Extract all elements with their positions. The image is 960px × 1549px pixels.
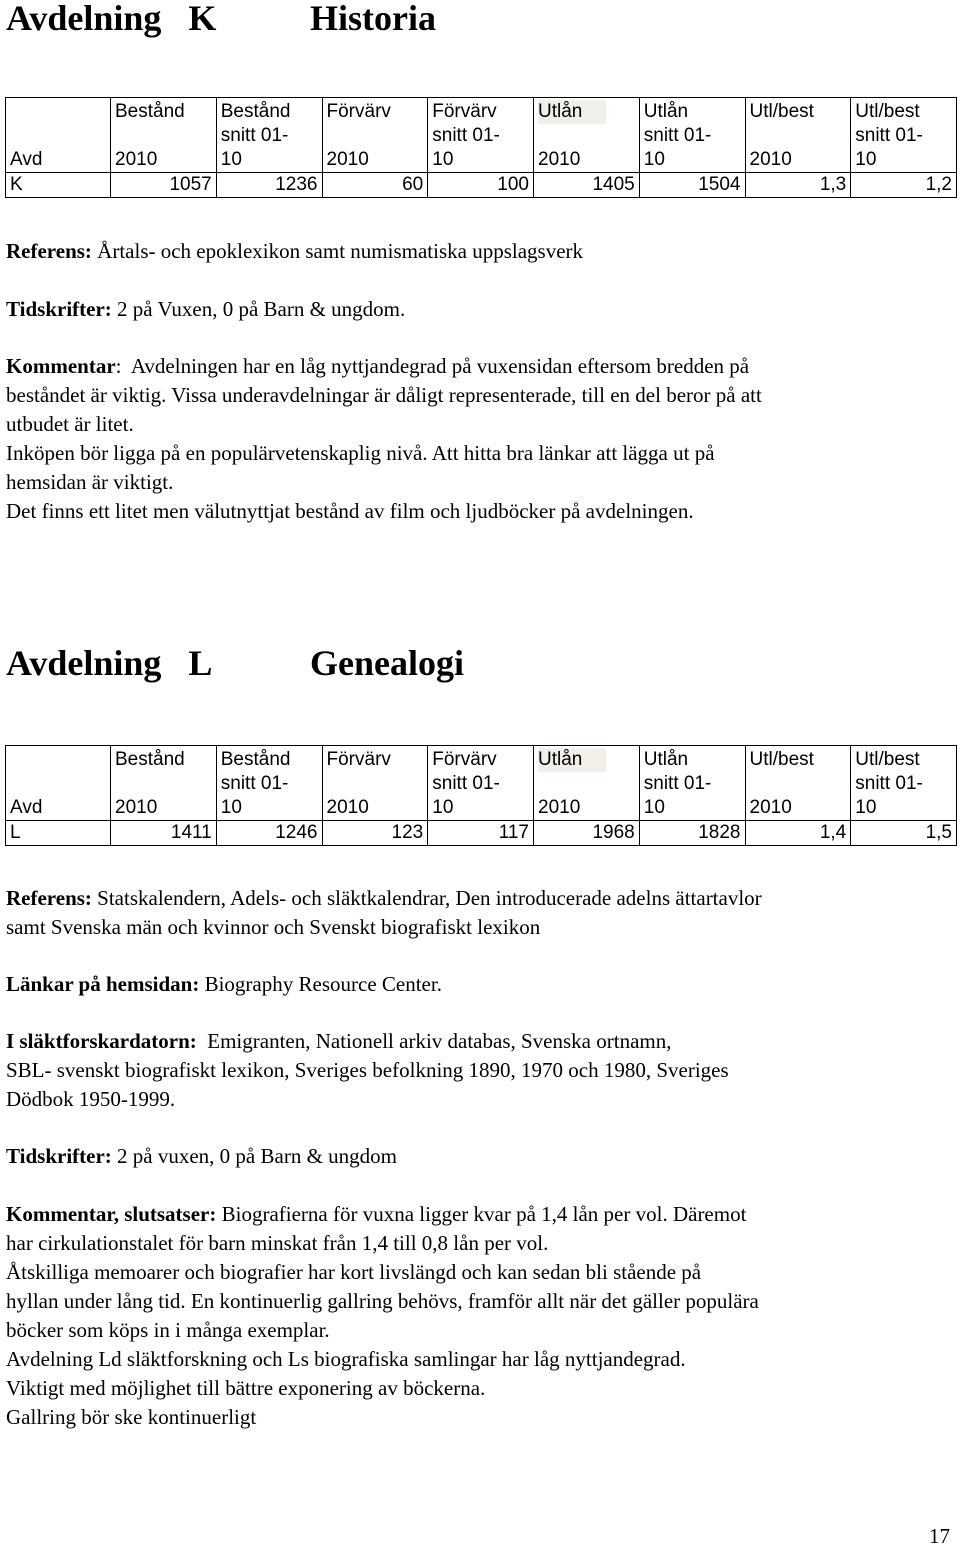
header-cell: Utlån 2010 — [534, 746, 640, 821]
header-cell: Utlån snitt 01- 10 — [639, 98, 745, 173]
referens-line: samt Svenska män och kvinnor och Svenskt biografiskt lexikon — [6, 915, 541, 939]
table-cell: 1968 — [534, 821, 640, 846]
tidskrifter-label: Tidskrifter: — [6, 297, 112, 321]
table-cell: 1504 — [639, 173, 745, 198]
kommentar-label: Kommentar, slutsatser: — [6, 1202, 217, 1226]
table-cell: 117 — [428, 821, 534, 846]
table-cell: 60 — [322, 173, 428, 198]
tidskrifter-label: Tidskrifter: — [6, 1144, 112, 1168]
slakt-line: SBL- svenskt biografiskt lexikon, Sveriges befolkning 1890, 1970 och 1980, Sveriges — [6, 1058, 729, 1082]
table-cell: 1236 — [216, 173, 322, 198]
section-k-heading-name: Historia — [310, 0, 436, 38]
header-cell: Utlån snitt 01- 10 — [639, 746, 745, 821]
table-cell: 1057 — [111, 173, 217, 198]
table-cell: K — [6, 173, 111, 198]
section-l-tidskrifter — [6, 1142, 946, 1171]
referens-label: Referens: — [6, 239, 92, 263]
section-l-heading — [6, 643, 464, 683]
table-cell: 1246 — [216, 821, 322, 846]
section-k-heading — [6, 0, 436, 38]
tidskrifter-text: 2 på Vuxen, 0 på Barn & ungdom. — [117, 297, 406, 321]
lankar-text: Biography Resource Center. — [199, 972, 442, 996]
kommentar-line: Åtskilliga memoarer och biografier har kort livslängd och kan sedan bli stående på — [6, 1260, 702, 1284]
kommentar-line: Inköpen bör ligga på en populärvetenskaplig nivå. Att hitta bra länkar att lägga ut på — [6, 441, 715, 465]
header-cell: Förvärv 2010 — [322, 98, 428, 173]
tidskrifter-text: 2 på vuxen, 0 på Barn & ungdom — [111, 1144, 397, 1168]
table-row — [6, 821, 957, 846]
section-l-referens — [6, 884, 946, 942]
section-l-heading-avd: Avdelning L — [6, 643, 213, 683]
header-cell: Förvärv snitt 01- 10 — [428, 98, 534, 173]
header-cell: Bestånd snitt 01- 10 — [216, 98, 322, 173]
kommentar-line: : Avdelningen har en låg nyttjandegrad på vuxensidan eftersom bredden på — [115, 354, 750, 378]
table-cell: 1,3 — [745, 173, 851, 198]
section-k-referens — [6, 237, 946, 266]
header-cell: Utl/best snitt 01- 10 — [851, 746, 957, 821]
table-cell: 1405 — [534, 173, 640, 198]
table-header-row — [6, 746, 957, 821]
table-cell: 1,4 — [745, 821, 851, 846]
kommentar-line: Det finns ett litet men välutnyttjat bestånd av film och ljudböcker på avdelningen. — [6, 499, 694, 523]
kommentar-label: Kommentar — [6, 354, 116, 378]
table-cell: 1828 — [639, 821, 745, 846]
kommentar-line: utbudet är litet. — [6, 412, 134, 436]
kommentar-line: hemsidan är viktigt. — [6, 470, 174, 494]
table-cell: 1411 — [111, 821, 217, 846]
header-cell: Förvärv snitt 01- 10 — [428, 746, 534, 821]
header-cell: Bestånd 2010 — [111, 98, 217, 173]
slakt-line: Emigranten, Nationell arkiv databas, Svenska ortnamn, — [196, 1029, 672, 1053]
kommentar-line: beståndet är viktig. Vissa underavdelningar är dåligt representerade, till en del beror på att — [6, 383, 762, 407]
referens-label: Referens: — [6, 886, 92, 910]
header-cell: Utl/best snitt 01- 10 — [851, 98, 957, 173]
page-number: 17 — [929, 1524, 950, 1548]
slakt-label: I släktforskardatorn: — [6, 1029, 197, 1053]
kommentar-line: Avdelning Ld släktforskning och Ls biografiska samlingar har låg nyttjandegrad. — [6, 1347, 686, 1371]
section-k-tidskrifter — [6, 295, 946, 324]
kommentar-line: har cirkulationstalet för barn minskat från 1,4 till 0,8 lån per vol. — [6, 1231, 549, 1255]
header-cell: Bestånd snitt 01- 10 — [216, 746, 322, 821]
kommentar-line: Biografierna för vuxna ligger kvar på 1,4 lån per vol. Däremot — [216, 1202, 747, 1226]
header-cell: Förvärv 2010 — [322, 746, 428, 821]
section-l-slaktforskardatorn — [6, 1027, 946, 1114]
table-cell: 123 — [322, 821, 428, 846]
kommentar-line: böcker som köps in i många exemplar. — [6, 1318, 330, 1342]
section-l-kommentar — [6, 1200, 946, 1432]
table-cell: 100 — [428, 173, 534, 198]
referens-text: Årtals- och epoklexikon samt numismatiska uppslagsverk — [97, 239, 584, 263]
section-k-kommentar — [6, 352, 946, 526]
header-cell: Utl/best 2010 — [745, 746, 851, 821]
section-k-heading-avd: Avdelning K — [6, 0, 217, 38]
table-cell: 1,5 — [851, 821, 957, 846]
table-row — [6, 173, 957, 198]
table-cell: L — [6, 821, 111, 846]
slakt-line: Dödbok 1950-1999. — [6, 1087, 176, 1111]
lankar-label: Länkar på hemsidan: — [6, 972, 200, 996]
section-k-table — [5, 97, 957, 198]
kommentar-line: Gallring bör ske kontinuerligt — [6, 1405, 257, 1429]
section-l-table — [5, 745, 957, 846]
header-cell-avd: Avd — [6, 746, 111, 821]
header-cell: Bestånd 2010 — [111, 746, 217, 821]
kommentar-line: hyllan under lång tid. En kontinuerlig gallring behövs, framför allt när det gäller populära — [6, 1289, 759, 1313]
referens-line: Statskalendern, Adels- och släktkalendrar, Den introducerade adelns ättartavlor — [91, 886, 762, 910]
kommentar-line: Viktigt med möjlighet till bättre exponering av böckerna. — [6, 1376, 486, 1400]
header-cell: Utlån 2010 — [534, 98, 640, 173]
section-l-heading-name: Genealogi — [310, 643, 464, 683]
header-cell: Utl/best 2010 — [745, 98, 851, 173]
section-l-lankar — [6, 970, 946, 999]
table-header-row — [6, 98, 957, 173]
header-cell-avd: Avd — [6, 98, 111, 173]
table-cell: 1,2 — [851, 173, 957, 198]
